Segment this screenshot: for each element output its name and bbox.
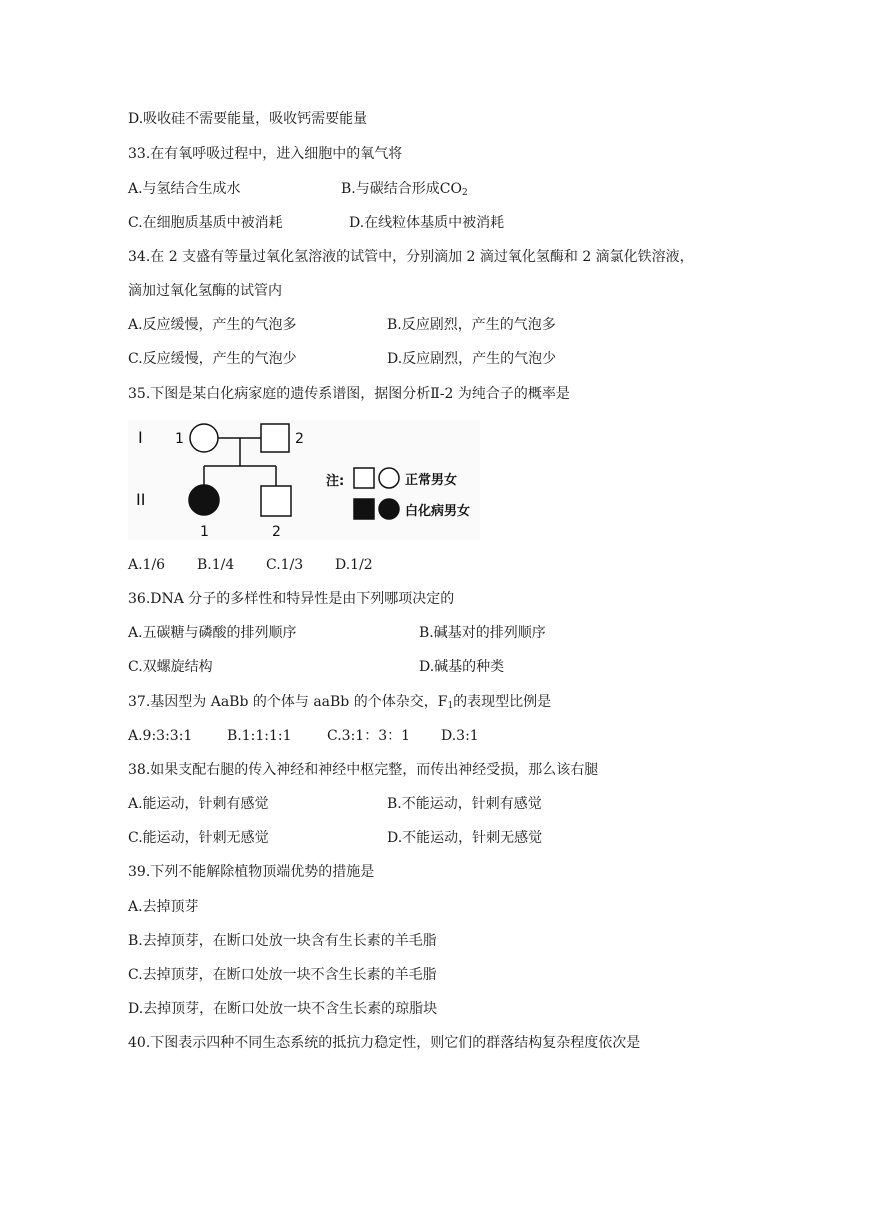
- i1-normal-female: [190, 424, 218, 452]
- q39-option-b: B.去掉顶芽，在断口处放一块含有生长素的羊毛脂: [128, 933, 437, 949]
- q32-option-d: D.吸收硅不需要能量，吸收钙需要能量: [128, 111, 368, 127]
- legend-affected-label: 白化病男女: [405, 504, 471, 519]
- q33-option-a: A.与氢结合生成水: [128, 181, 241, 197]
- q36-option-c: C.双螺旋结构: [128, 659, 213, 675]
- legend-normal-male-icon: [354, 468, 374, 488]
- q39-option-d: D.去掉顶芽，在断口处放一块不含生长素的琼脂块: [128, 1001, 438, 1017]
- ii1-label: 1: [200, 524, 209, 540]
- ii1-affected-female: [189, 485, 219, 515]
- q35-option-d: D.1/2: [335, 557, 373, 573]
- legend-normal-female-icon: [379, 468, 399, 488]
- q40-stem: 40.下图表示四种不同生态系统的抵抗力稳定性，则它们的群落结构复杂程度依次是: [128, 1035, 641, 1051]
- legend-affected-female-icon: [379, 499, 399, 519]
- legend-normal-label: 正常男女: [405, 473, 458, 488]
- q34-option-a: A.反应缓慢，产生的气泡多: [128, 317, 297, 333]
- q33-stem: 33.在有氧呼吸过程中，进入细胞中的氧气将: [128, 146, 403, 162]
- q38-option-a: A.能运动，针刺有感觉: [128, 796, 269, 812]
- q36-option-d: D.碱基的种类: [419, 659, 505, 675]
- legend-prefix: 注:: [326, 474, 345, 489]
- q34-option-b: B.反应剧烈，产生的气泡多: [387, 317, 556, 333]
- q38-option-d: D.不能运动，针刺无感觉: [387, 830, 543, 846]
- ii2-label: 2: [272, 524, 281, 540]
- q35-option-a: A.1/6: [128, 557, 166, 573]
- q34-stem-line2: 滴加过氧化氢酶的试管内: [128, 283, 282, 299]
- ii2-normal-male: [261, 486, 291, 516]
- q34-option-c: C.反应缓慢，产生的气泡少: [128, 351, 297, 367]
- q39-stem: 39.下列不能解除植物顶端优势的措施是: [128, 864, 375, 880]
- q33-option-c: C.在细胞质基质中被消耗: [128, 215, 283, 231]
- q38-option-c: C.能运动，针刺无感觉: [128, 830, 269, 846]
- i2-normal-male: [261, 424, 289, 452]
- q37-option-c: C.3:1：3：1: [327, 728, 411, 744]
- q36-stem: 36.DNA 分子的多样性和特异性是由下列哪项决定的: [128, 591, 455, 607]
- q38-option-b: B.不能运动，针刺有感觉: [387, 796, 542, 812]
- gen1-label: I: [138, 428, 143, 447]
- q35-stem: 35.下图是某白化病家庭的遗传系谱图，据图分析Ⅱ-2 为纯合子的概率是: [128, 386, 570, 402]
- legend-affected-male-icon: [354, 499, 374, 519]
- gen2-label: II: [136, 490, 146, 509]
- q34-option-d: D.反应剧烈，产生的气泡少: [387, 351, 557, 367]
- q36-option-b: B.碱基对的排列顺序: [419, 625, 546, 641]
- q37-option-a: A.9:3:3:1: [128, 728, 193, 744]
- q34-stem-line1: 34.在 2 支盛有等量过氧化氢溶液的试管中，分别滴加 2 滴过氧化氢酶和 2 滴氯化铁溶液，: [128, 249, 694, 265]
- q33-option-d: D.在线粒体基质中被消耗: [349, 215, 505, 231]
- i2-label: 2: [295, 431, 304, 447]
- q37-stem: 37.基因型为 AaBb 的个体与 aaBb 的个体杂交，$F_1$的表现型比例是: [128, 694, 552, 711]
- pedigree-figure: [128, 420, 480, 540]
- q39-option-c: C.去掉顶芽，在断口处放一块不含生长素的羊毛脂: [128, 967, 437, 983]
- q35-option-b: B.1/4: [197, 557, 235, 573]
- q37-option-b: B.1:1:1:1: [227, 728, 292, 744]
- q33-option-b: B.与碳结合形成$CO_2$: [341, 181, 468, 198]
- q35-option-c: C.1/3: [266, 557, 304, 573]
- q36-option-a: A.五碳糖与磷酸的排列顺序: [128, 625, 297, 641]
- q38-stem: 38.如果支配右腿的传入神经和神经中枢完整，而传出神经受损，那么该右腿: [128, 762, 599, 778]
- q39-option-a: A.去掉顶芽: [128, 899, 199, 915]
- i1-label: 1: [175, 431, 184, 447]
- q37-option-d: D.3:1: [441, 728, 479, 744]
